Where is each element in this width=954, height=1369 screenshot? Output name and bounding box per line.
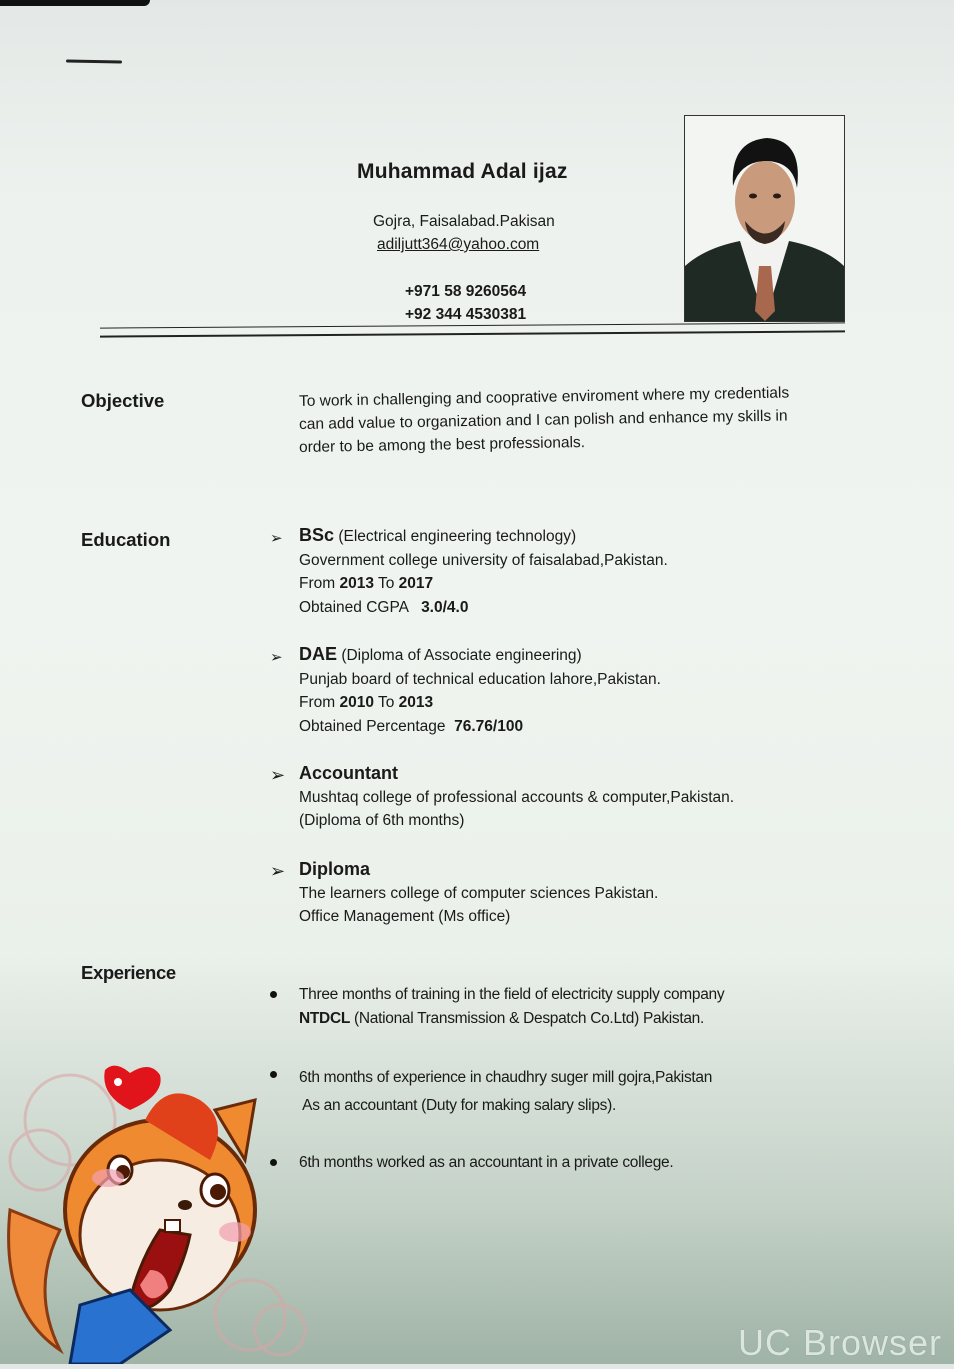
section-label-education: Education (81, 529, 171, 550)
arrow-bullet-icon: ➢ (270, 765, 286, 785)
institute: Government college university of faisalabad,Pakistan. (299, 551, 668, 569)
score-label: Obtained CGPA (299, 598, 422, 616)
pen-mark (66, 60, 122, 64)
objective-line: To work in challenging and cooprative enviroment where my credentials (298, 384, 790, 410)
course-duration: (Diploma of 6th months) (299, 812, 465, 829)
course-title: Accountant (299, 763, 398, 783)
phone-uae: +971 58 9260564 (405, 283, 527, 300)
degree-title: DAE (299, 644, 338, 664)
experience-item (299, 983, 724, 1031)
to-year: 2013 (398, 694, 434, 711)
company-abbrev: NTDCL (299, 1010, 351, 1027)
score-value: 3.0/4.0 (421, 598, 469, 616)
objective-line: order to be among the best professionals. (298, 434, 586, 456)
to-year: 2017 (398, 575, 434, 592)
education-item-bsc (299, 524, 668, 619)
score-label: Obtained Percentage (299, 717, 455, 735)
email-link[interactable]: adiljutt364@yahoo.com (377, 236, 540, 253)
section-label-objective: Objective (81, 390, 165, 411)
arrow-bullet-icon: ➢ (270, 530, 283, 547)
objective-line: can add value to organization and I can polish and enhance my skills in (298, 407, 788, 433)
section-label-experience: Experience (81, 962, 176, 983)
experience-line: As an accountant (Duty for making salary slips). (299, 1097, 616, 1114)
phone-pakistan: +92 344 4530381 (405, 306, 527, 323)
education-item-dae (299, 643, 661, 738)
arrow-bullet-icon: ➢ (270, 861, 286, 881)
from-label: From (299, 694, 340, 711)
to-label: To (373, 575, 399, 592)
course-detail: Office Management (Ms office) (299, 908, 511, 925)
objective-text (298, 384, 790, 459)
to-label: To (373, 694, 399, 711)
institute: Punjab board of technical education lahore,Pakistan. (299, 670, 661, 688)
experience-line: Three months of training in the field of electricity supply company (299, 986, 725, 1003)
experience-item (299, 1151, 673, 1175)
degree-title: BSc (299, 525, 335, 545)
institute: The learners college of computer sciences Pakistan. (299, 884, 659, 902)
education-item-diploma (299, 858, 658, 929)
from-year: 2010 (339, 694, 374, 711)
experience-line: (National Transmission & Despatch Co.Ltd) Pakistan. (350, 1010, 705, 1027)
course-title: Diploma (299, 859, 371, 879)
uc-browser-mascot (0, 1060, 310, 1364)
experience-line: 6th months of experience in chaudhry suger mill gojra,Pakistan (299, 1069, 713, 1086)
header-divider-thick (100, 330, 845, 337)
institute: Mushtaq college of professional accounts & computer,Pakistan. (299, 788, 735, 806)
degree-subtitle: (Diploma of Associate engineering) (337, 647, 582, 664)
from-year: 2013 (339, 575, 374, 592)
experience-item (299, 1064, 712, 1120)
experience-line: 6th months worked as an accountant in a private college. (299, 1154, 674, 1171)
resume-name: Muhammad Adal ijaz (357, 160, 568, 183)
arrow-bullet-icon: ➢ (270, 649, 283, 666)
education-item-accountant (299, 762, 734, 833)
uc-browser-watermark: UC Browser (738, 1322, 943, 1363)
address: Gojra, Faisalabad.Pakisan (373, 213, 555, 230)
degree-subtitle: (Electrical engineering technology) (334, 528, 577, 545)
score-value: 76.76/100 (454, 717, 524, 735)
profile-photo (684, 115, 845, 322)
photo-edge-shadow (0, 0, 150, 6)
from-label: From (299, 575, 340, 592)
bullet-icon (270, 991, 277, 998)
